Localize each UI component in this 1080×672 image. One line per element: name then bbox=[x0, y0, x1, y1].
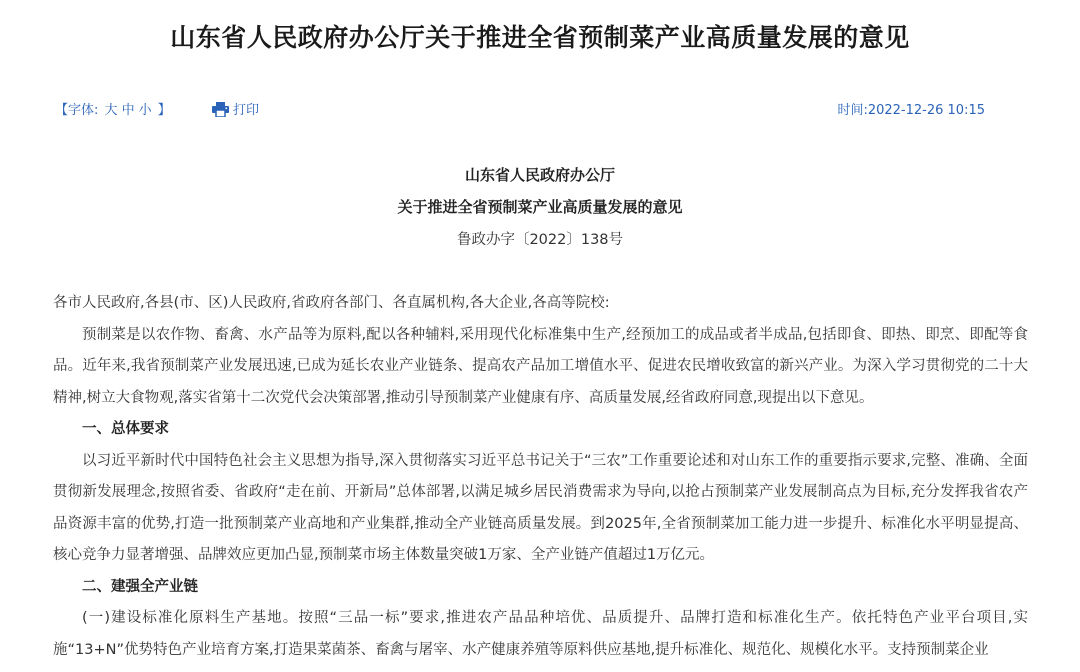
font-size-control bbox=[55, 99, 171, 118]
printer-icon bbox=[212, 102, 229, 117]
section-paragraph-2: (一)建设标准化原料生产基地。按照“三品一标”要求,推进农产品品种培优、品质提升、品牌打造和标准化生产。依托特色产业平台项目,实施“13+N”优势特色产业培育方案,打造果菜菌茶、畜禽与屠宰、水产健康养殖等原料供应基地,提升标准化、规范化、规模化水平。支持预制菜企业 bbox=[53, 610, 1028, 658]
font-size-medium-button[interactable]: 中 bbox=[121, 103, 135, 118]
publish-time: 时间:2022-12-26 10:15 bbox=[837, 103, 985, 118]
document-subject: 关于推进全省预制菜产业高质量发展的意见 bbox=[397, 198, 683, 216]
document-issuer: 山东省人民政府办公厅 bbox=[464, 166, 615, 184]
font-bracket-open: 【 bbox=[55, 103, 69, 118]
section-heading-1: 一、总体要求 bbox=[82, 421, 169, 437]
salutation: 各市人民政府,各县(市、区)人民政府,省政府各部门、各直属机构,各大企业,各高等院校: bbox=[53, 295, 610, 311]
font-size-large-button[interactable]: 大 bbox=[104, 103, 118, 118]
font-bracket-close: 】 bbox=[157, 103, 171, 118]
article-toolbar bbox=[55, 97, 985, 119]
document-body bbox=[53, 288, 1028, 666]
font-size-label: 字体: bbox=[68, 103, 99, 118]
print-button[interactable] bbox=[212, 99, 259, 118]
section-heading-2: 二、建强全产业链 bbox=[82, 578, 198, 595]
section-paragraph-1: 以习近平新时代中国特色社会主义思想为指导,深入贯彻落实习近平总书记关于“三农”工作重要论述和对山东工作的重要指示要求,完整、准确、全面贯彻新发展理念,按照省委、省政府“走在前、开新局”总体部署,以满足城乡居民消费需求为导向,以抢占预制菜产业发展制高点为目标,充分发挥我省农产品资源丰富的优势,打造一批预制菜产业高地和产业集群,推动全产业链高质量发展。到2025年,全省预制菜加工能力进一步提升、标准化水平明显提高、核心竞争力显著增强、品牌效应更加凸显,预制菜市场主体数量突破1万家、全产业链产值超过1万亿元。 bbox=[53, 452, 1028, 563]
document-number: 鲁政办字〔2022〕138号 bbox=[456, 232, 624, 248]
print-label: 打印 bbox=[233, 103, 260, 118]
page-title: 山东省人民政府办公厅关于推进全省预制菜产业高质量发展的意见 bbox=[170, 23, 910, 52]
intro-paragraph: 预制菜是以农作物、畜禽、水产品等为原料,配以各种辅料,采用现代化标准集中生产,经预加工的成品或者半成品,包括即食、即热、即烹、即配等食品。近年来,我省预制菜产业发展迅速,已成为延长农业产业链条、提高农产品加工增值水平、促进农民增收致富的新兴产业。为深入学习贯彻党的二十大精神,树立大食物观,落实省第十二次党代会决策部署,推动引导预制菜产业健康有序、高质量发展,经省政府同意,现提出以下意见。 bbox=[53, 326, 1028, 406]
font-size-small-button[interactable]: 小 bbox=[138, 103, 152, 118]
